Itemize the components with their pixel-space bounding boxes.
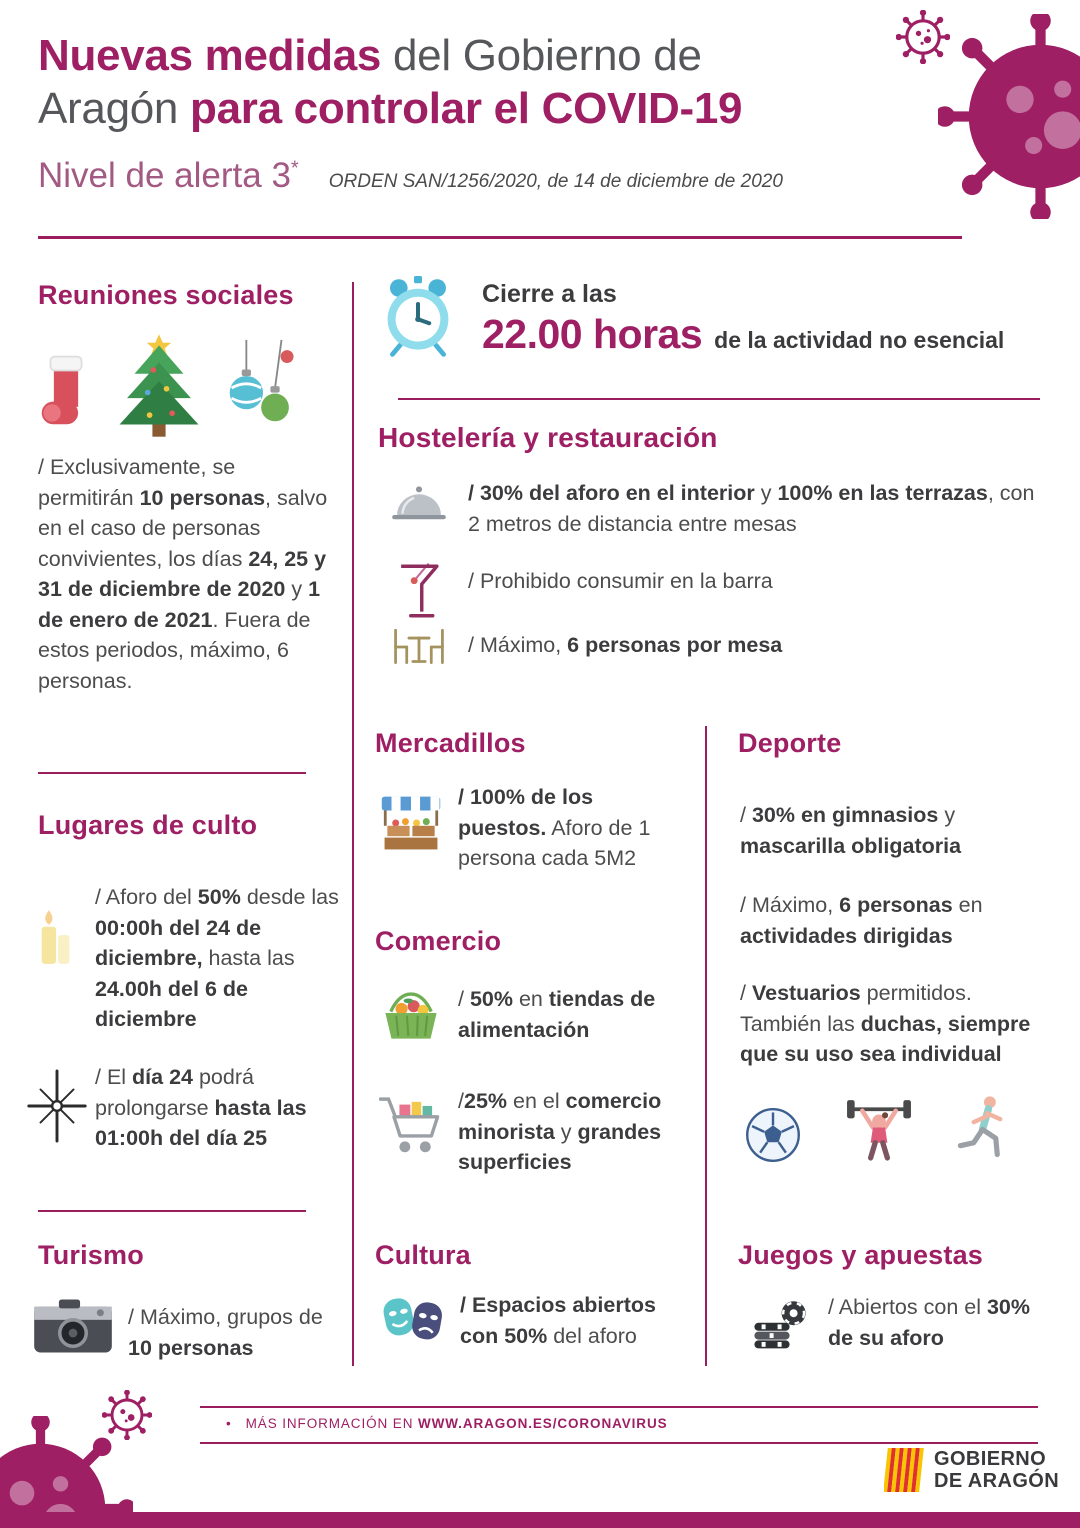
cocktail-icon <box>397 560 441 622</box>
weightlifter-icon <box>842 1094 916 1164</box>
food-basket-icon <box>380 986 442 1044</box>
shopping-cart-icon <box>379 1092 443 1158</box>
culto-item-2: / El día 24 podrá prolongarse hasta las 01:00h del día 25 <box>95 1065 307 1151</box>
comercio-item-2 <box>378 1086 696 1178</box>
section-title-mercadillos: Mercadillos <box>375 728 526 758</box>
cultura-text: / Espacios abiertos con 50% del aforo <box>460 1293 656 1348</box>
gobierno-aragon-logo <box>884 1446 1059 1494</box>
footer-divider-top <box>200 1406 1038 1408</box>
comercio-item-1 <box>378 984 690 1045</box>
reuniones-text: / Exclusivamente, se permitirán 10 personas, salvo en el caso de personas convivientes, los días 24, 25 y 31 de diciembre de 2020 y 1 de enero de 2021. Fuera de estos periodos, máximo, 6 personas. <box>38 455 328 693</box>
coronavirus-large-icon <box>938 14 1080 219</box>
turismo-text: / Máximo, grupos de 10 personas <box>128 1305 323 1360</box>
runner-icon <box>956 1092 1012 1164</box>
alert-level: Nivel de alerta 3* <box>38 155 299 195</box>
cultura-item <box>378 1290 690 1351</box>
closing-section <box>378 274 1040 358</box>
section-title-turismo: Turismo <box>38 1240 144 1270</box>
juegos-item <box>748 1292 1048 1353</box>
header-divider <box>38 236 962 239</box>
section-title-hosteleria: Hostelería y restauración <box>378 422 718 453</box>
section-title-juegos: Juegos y apuestas <box>738 1240 984 1270</box>
title-bold-2: para controlar el COVID-19 <box>190 83 743 133</box>
section-title-culto: Lugares de culto <box>38 810 258 840</box>
section-title-deporte: Deporte <box>738 728 842 758</box>
section-title-cultura: Cultura <box>375 1240 471 1270</box>
footer-bullet: • <box>226 1416 232 1431</box>
sport-icons <box>744 1092 1044 1164</box>
title-plain-2: Aragón <box>38 83 191 133</box>
aragon-flag-icon <box>884 1446 924 1494</box>
logo-line-2: DE ARAGÓN <box>934 1470 1060 1492</box>
poker-chips-icon <box>751 1294 809 1350</box>
footer-info-prefix: MÁS INFORMACIÓN EN <box>245 1416 418 1431</box>
market-stall-icon <box>379 792 443 854</box>
star-ornament-icon <box>22 1068 92 1144</box>
page-title <box>38 30 898 136</box>
section-title-reuniones: Reuniones sociales <box>38 280 294 310</box>
comercio-text-2: /25% en el comercio minorista y grandes superficies <box>458 1089 662 1175</box>
title-plain-1: del Gobierno de <box>381 31 702 80</box>
culto-item-1: / Aforo del 50% desde las 00:00h del 24 de diciembre, hasta las 24.00h del 6 de diciembre <box>95 885 339 1032</box>
camera-icon <box>32 1296 114 1356</box>
logo-line-1: GOBIERNO <box>934 1447 1047 1470</box>
table-and-chairs-icon <box>390 626 448 668</box>
hosteleria-item-2 <box>388 566 1038 622</box>
christmas-tree-icon <box>112 332 206 438</box>
christmas-baubles-icon <box>226 338 300 438</box>
closing-suffix: de la actividad no esencial <box>714 327 1005 353</box>
comercio-text-1: / 50% en tiendas de alimentación <box>458 987 656 1042</box>
order-reference: ORDEN SAN/1256/2020, de 14 de diciembre de 2020 <box>328 170 783 192</box>
serving-cloche-icon <box>391 482 447 526</box>
footer-divider-bottom <box>200 1442 1038 1444</box>
hosteleria-item-1 <box>388 478 1038 539</box>
christmas-stocking-icon <box>40 348 92 438</box>
footer-info-url[interactable]: WWW.ARAGON.ES/CORONAVIRUS <box>418 1416 668 1431</box>
divider <box>38 772 306 774</box>
closing-intro: Cierre a las <box>482 280 617 308</box>
divider <box>38 1210 306 1212</box>
title-bold-1: Nuevas medidas <box>38 31 382 80</box>
section-title-comercio: Comercio <box>375 926 502 956</box>
footer-info <box>226 1416 668 1431</box>
mercadillos-item <box>378 782 690 874</box>
divider <box>398 398 1040 400</box>
christmas-icons <box>40 326 330 438</box>
alert-asterisk: * <box>290 156 299 179</box>
column-divider-right <box>705 726 707 1366</box>
hosteleria-text-1: / 30% del aforo en el interior y 100% en las terrazas, con 2 metros de distancia entre mesas <box>468 481 1035 536</box>
deporte-text-2: / Máximo, 6 personas en actividades dirigidas <box>740 893 983 948</box>
header <box>38 30 898 196</box>
deporte-text-1: / 30% en gimnasios y mascarilla obligatoria <box>740 803 962 858</box>
juegos-text: / Abiertos con el 30% de su aforo <box>828 1295 1030 1350</box>
mercadillos-text: / 100% de los puestos. Aforo de 1 persona cada 5M2 <box>458 785 651 871</box>
bottom-bar <box>0 1512 1080 1528</box>
hosteleria-item-3 <box>388 630 1038 668</box>
theater-masks-icon <box>380 1292 446 1348</box>
soccer-ball-icon <box>744 1106 802 1164</box>
hosteleria-text-2: / Prohibido consumir en la barra <box>468 569 773 593</box>
alarm-clock-icon <box>378 274 458 358</box>
column-divider-left <box>352 282 354 1366</box>
hosteleria-text-3: / Máximo, 6 personas por mesa <box>468 633 783 657</box>
closing-time: 22.00 horas <box>482 311 703 357</box>
deporte-text-3: / Vestuarios permitidos. También las duchas, siempre que su uso sea individual <box>740 981 1031 1067</box>
candle-icon <box>28 902 80 968</box>
